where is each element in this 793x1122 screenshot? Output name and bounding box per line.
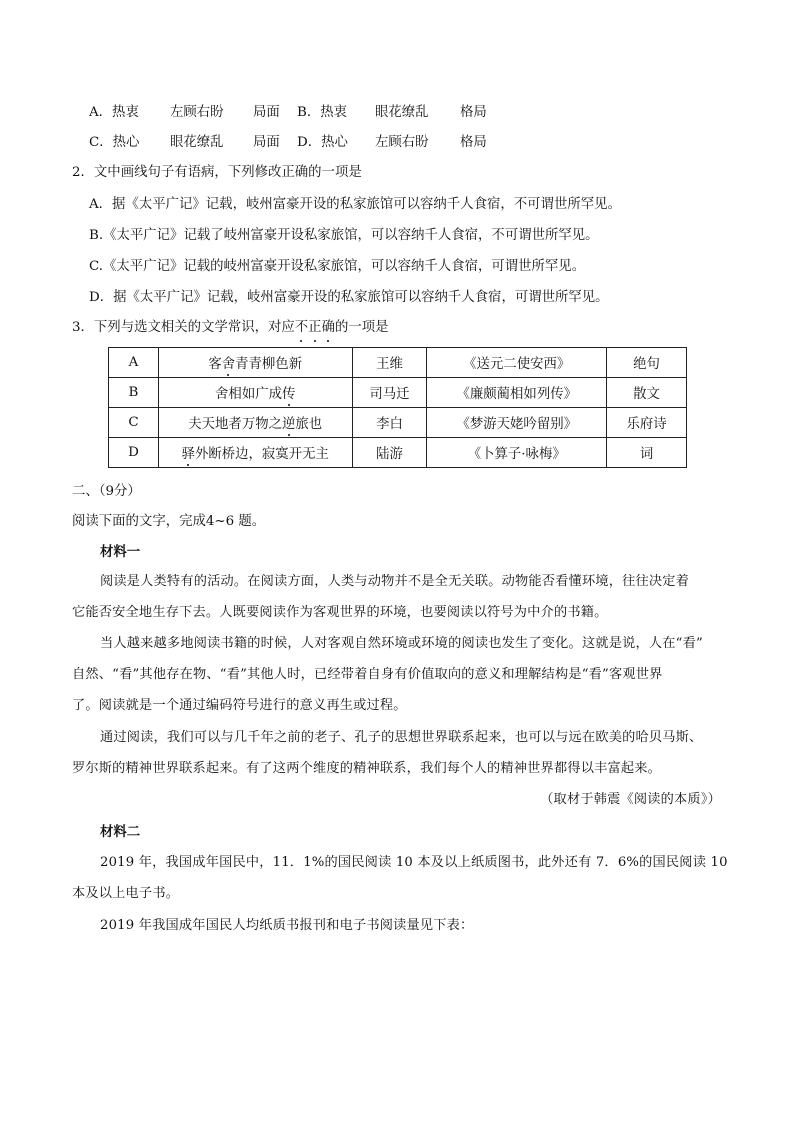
row-sentence: [158, 378, 352, 408]
q1-options-row-cd: [0, 133, 793, 153]
sentence-post: 外断桥边，寂寞开无主: [194, 447, 329, 462]
q3-stem-emphasis-3: 确: [322, 318, 335, 338]
row-genre: 散文: [607, 378, 687, 408]
sentence-post: 青青柳色新: [235, 357, 303, 372]
material1-line: 阅读是人类特有的活动。在阅读方面，人类与动物并不是全无关联。动物能否看懂环境，往往决定着: [100, 574, 690, 589]
q1-option-c-word1: 眼花缭乱: [170, 135, 224, 150]
material1-line: 了。阅读就是一个通过编码符号进行的意义再生或过程。: [72, 698, 407, 713]
sentence-post: 旅也: [295, 417, 323, 432]
q3-stem-post: 的一项是: [334, 320, 389, 335]
q2-option-c: C.《太平广记》记载的岐州富豪开设私家旅馆，可以容纳千人食宿，可谓世所罕见。: [89, 259, 586, 274]
row-work: 《廉颇蔺相如列传》: [427, 378, 607, 408]
q1-option-a-word1: 左顾右盼: [170, 105, 224, 120]
q1-option-d-word2: 格局: [460, 135, 487, 150]
q1-option-b-word2: 格局: [460, 105, 487, 120]
q1-option-c-label: C．热心: [89, 135, 140, 150]
sentence-pre: 客: [208, 357, 222, 372]
q3-stem-pre: 3．下列与选文相关的文学常识，对应: [72, 320, 295, 335]
q1-option-b-word1: 眼花缭乱: [375, 105, 429, 120]
row-sentence: [158, 408, 352, 438]
row-letter: D: [109, 438, 159, 468]
row-sentence: [158, 438, 352, 468]
table-row: [109, 348, 687, 378]
sentence-pre: 夫天地者万物之: [188, 417, 282, 432]
row-genre: 乐府诗: [607, 408, 687, 438]
row-author: 司马迁: [352, 378, 427, 408]
material1-title: 材料一: [100, 544, 141, 560]
q1-options-row-ab: [0, 103, 793, 123]
q2-option-b: B.《太平广记》记载了岐州富豪开设私家旅馆，可以容纳千人食宿，不可谓世所罕见。: [89, 228, 599, 243]
row-letter: B: [109, 378, 159, 408]
sentence-pre: 舍相如广成: [215, 387, 282, 402]
row-author: 李白: [352, 408, 427, 438]
material1-line: 通过阅读，我们可以与几千年之前的老子、孔子的思想世界联系起来，也可以与远在欧美的哈贝马斯、: [100, 730, 703, 745]
material1-line: 它能否安全地生存下去。人既要阅读作为客观世界的环境，也要阅读以符号为中介的书籍。: [72, 605, 608, 620]
q3-stem-emphasis-2: 正: [308, 318, 321, 338]
row-genre: 绝句: [607, 348, 687, 378]
q1-option-a-label: A．热衷: [89, 105, 139, 120]
q2-option-a: A．据《太平广记》记载，岐州富豪开设的私家旅馆可以容纳千人食宿，不可谓世所罕见。: [89, 197, 621, 212]
row-author: 陆游: [352, 438, 427, 468]
row-genre: 词: [607, 438, 687, 468]
material1-line: 当人越来越多地阅读书籍的时候，人对客观自然环境或环境的阅读也发生了变化。这就是说，人在“看”: [100, 636, 703, 651]
material1-source: （取材于韩震《阅读的本质》）: [540, 792, 721, 807]
table-row: [109, 378, 687, 408]
q3-stem-emphasis-1: 不: [295, 318, 308, 338]
q1-option-b-label: B．热衷: [297, 105, 348, 120]
section-heading: 二、（9分）: [72, 484, 141, 499]
sentence-emphasis: 逆: [282, 413, 295, 432]
row-letter: A: [109, 348, 159, 378]
q1-option-c-word2: 局面: [253, 135, 280, 150]
row-work: 《卜算子·咏梅》: [427, 438, 607, 468]
q2-option-d: D．据《太平广记》记载，岐州富豪开设的私家旅馆可以容纳千人食宿，可谓世所罕见。: [89, 290, 609, 305]
material1-line: 自然、“看”其他存在物、“看”其他人时，已经带着自身有价值取向的意义和理解结构是“看”客观世界: [72, 667, 663, 682]
row-work: 《梦游天姥吟留别》: [427, 408, 607, 438]
q1-option-a-word2: 局面: [253, 105, 280, 120]
section-instruction: 阅读下面的文字，完成4~6 题。: [72, 514, 266, 529]
material1-line: 罗尔斯的精神世界联系起来。有了这两个维度的精神联系，我们每个人的精神世界都得以丰富起来。: [72, 761, 662, 776]
q1-option-d-word1: 左顾右盼: [375, 135, 429, 150]
table-row: [109, 408, 687, 438]
q1-option-d-label: D．热心: [297, 135, 348, 150]
material2-line: 2019 年我国成年国民人均纸质书报刊和电子书阅读量见下表：: [100, 918, 474, 933]
material2-line: 2019 年，我国成年国民中，11．1%的国民阅读 10 本及以上纸质图书，此外还有 7．6%的国民阅读 10: [100, 855, 728, 870]
sentence-emphasis: 驿: [182, 443, 195, 462]
table-row: [109, 438, 687, 468]
row-letter: C: [109, 408, 159, 438]
row-author: 王维: [352, 348, 427, 378]
material2-title: 材料二: [100, 824, 141, 840]
sentence-emphasis: 传: [282, 383, 295, 402]
sentence-emphasis: 舍: [222, 353, 235, 372]
literature-table: [108, 347, 687, 468]
q2-stem: 2．文中画线句子有语病，下列修改正确的一项是: [72, 165, 362, 180]
material2-line: 本及以上电子书。: [72, 886, 180, 901]
q3-stem: [72, 318, 389, 338]
row-sentence: [158, 348, 352, 378]
row-work: 《送元二使安西》: [427, 348, 607, 378]
